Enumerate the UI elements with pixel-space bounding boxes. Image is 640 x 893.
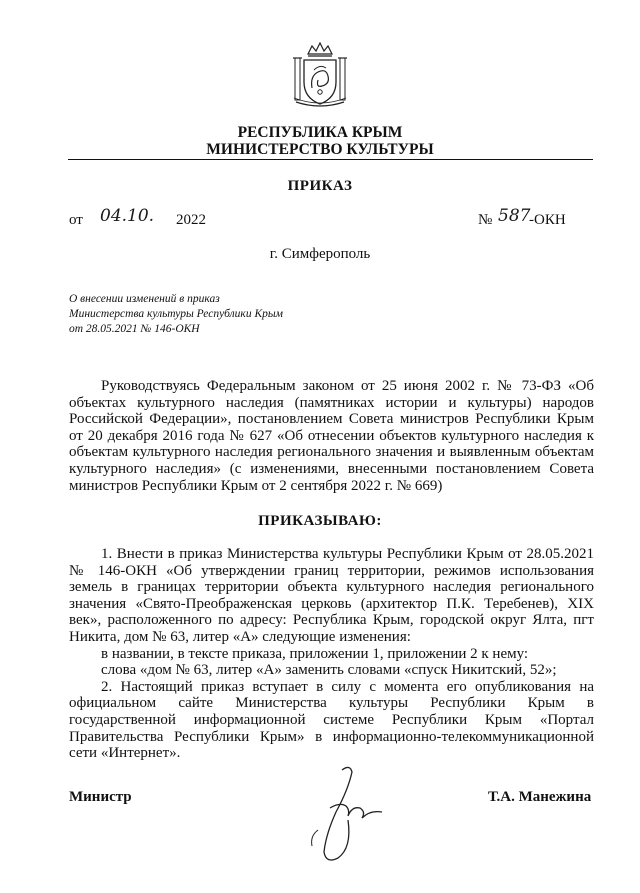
- handwritten-date: 04.10.: [100, 206, 155, 226]
- order-item-paragraph: 2. Настоящий приказ вступает в силу с момента его опубликования на официальном сайте Министерства культуры Республики Крым в государственной информационной системе Республики Крым «Портал Правительства Республики Крым» в информационно-телекоммуникационной сети «Интернет».: [69, 678, 594, 762]
- signer-position: Министр: [69, 789, 132, 805]
- number-prefix: №: [478, 212, 493, 228]
- header-divider: [68, 159, 593, 160]
- document-type-title: ПРИКАЗ: [287, 178, 353, 194]
- subject-line: от 28.05.2021 № 146-ОКН: [69, 323, 200, 335]
- command-heading: ПРИКАЗЫВАЮ:: [258, 513, 382, 529]
- handwritten-number: 587: [498, 206, 531, 226]
- subject-line: О внесении изменений в приказ: [69, 293, 220, 305]
- subject-line: Министерства культуры Республики Крым: [69, 308, 283, 320]
- subject-block: [69, 292, 283, 337]
- order-item-paragraph: 1. Внести в приказ Министерства культуры Республики Крым от 28.05.2021 № 146-ОКН «Об утверждении границ территории, режимов использования земель в границах территории объекта культурного наследия регионального значения «Свято-Преображенская церковь (архитектор П.К. Теребенев), XIX век», расположенного по адресу: Республика Крым, городской округ Ялта, пгт Никита, дом № 63, литер «А» следующие изменения:: [69, 546, 594, 645]
- order-items-block: [69, 546, 594, 762]
- order-item-paragraph: в названии, в тексте приказа, приложении 1, приложении 2 к нему:: [101, 645, 529, 662]
- number-suffix: -ОКН: [529, 212, 566, 228]
- republic-heading: РЕСПУБЛИКА КРЫМ: [237, 124, 403, 141]
- preamble-block: [69, 378, 594, 494]
- ministry-heading: МИНИСТЕРСТВО КУЛЬТУРЫ: [206, 141, 434, 158]
- document-year: 2022: [176, 212, 206, 228]
- signer-name: Т.А. Манежина: [488, 789, 592, 805]
- crimea-coat-of-arms-emblem: [290, 40, 350, 110]
- city-label: г. Симферополь: [269, 246, 371, 262]
- date-prefix: от: [69, 212, 83, 228]
- order-item-paragraph: слова «дом № 63, литер «А» заменить словами «спуск Никитский, 52»;: [101, 662, 557, 679]
- preamble-paragraph: Руководствуясь Федеральным законом от 25 июня 2002 г. № 73-ФЗ «Об объектах культурного наследия (памятниках истории и культуры) народов Российской Федерации», постановлением Совета министров Республики Крым от 20 декабря 2016 года № 627 «Об отнесении объектов культурного наследия к объектам культурного наследия регионального значения и выявленным объектам культурного наследия» (с изменениями, внесенными постановлением Совета министров Республики Крым от 2 сентября 2022 г. № 669): [69, 378, 594, 494]
- handwritten-signature: [290, 760, 400, 870]
